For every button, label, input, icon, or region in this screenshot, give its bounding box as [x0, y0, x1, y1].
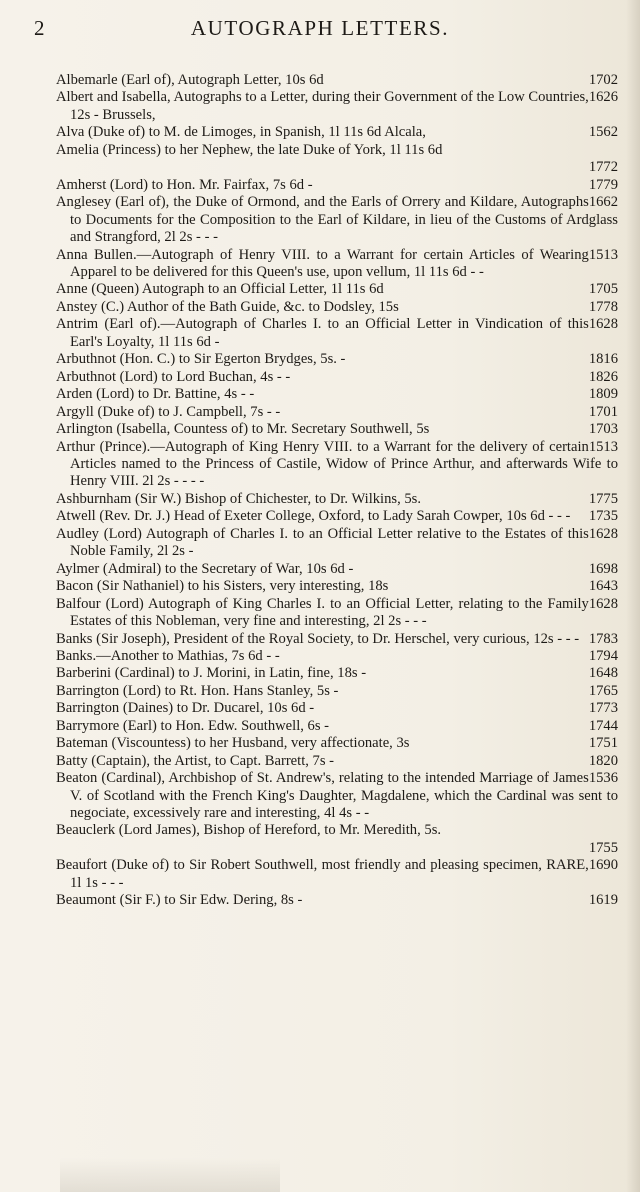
entry-year: 1783 [588, 630, 618, 647]
entry-year: 1648 [588, 665, 618, 682]
catalogue-entry [56, 386, 618, 403]
entry-year: 1826 [588, 368, 618, 385]
entry-text: Anglesey (Earl of), the Duke of Ormond, and the Earls of Orrery and Kildare, Autographs to Documents for the Composition to the Earl of Kildare, in lieu of the Customs of Ardglass and Strangford, 2l 2s - - - [56, 194, 618, 246]
entry-text: Balfour (Lord) Autograph of King Charles I. to an Official Letter, relating to the Family Estates of this Nobleman, very fine and interesting, 2l 2s - - - [56, 595, 589, 630]
entry-text: Barrington (Daines) to Dr. Ducarel, 10s 6d - [56, 700, 315, 717]
entry-year: 1619 [588, 892, 618, 909]
entry-text: Barberini (Cardinal) to J. Morini, in Latin, fine, 18s - [56, 665, 367, 682]
catalogue-entry [56, 89, 618, 124]
entry-text: Arbuthnot (Lord) to Lord Buchan, 4s - - [56, 368, 291, 385]
catalogue-entry [56, 857, 618, 892]
entry-text: Barrymore (Earl) to Hon. Edw. Southwell, 6s - [56, 717, 330, 734]
catalogue-entry [56, 526, 618, 561]
entry-text: Aylmer (Admiral) to the Secretary of War, 10s 6d - [56, 560, 354, 577]
page-stain [60, 1158, 280, 1192]
entry-text: Bacon (Sir Nathaniel) to his Sisters, very interesting, 18s [56, 578, 389, 595]
catalogue-entries [56, 72, 618, 910]
entry-year: 1751 [588, 735, 618, 752]
entry-year: 1690 [588, 857, 618, 874]
catalogue-entry [56, 124, 618, 141]
catalogue-entry [56, 421, 618, 438]
entry-text: Alva (Duke of) to M. de Limoges, in Spanish, 1l 11s 6d Alcala, [56, 124, 426, 141]
entry-year: 1773 [588, 700, 618, 717]
entry-year: 1701 [588, 403, 618, 420]
entry-text: Batty (Captain), the Artist, to Capt. Barrett, 7s - [56, 752, 335, 769]
entry-text: Ashburnham (Sir W.) Bishop of Chichester, to Dr. Wilkins, 5s. [56, 490, 422, 507]
catalogue-entry [56, 351, 618, 368]
entry-year: 1755 [588, 839, 618, 856]
entry-text: Beaufort (Duke of) to Sir Robert Southwell, most friendly and pleasing specimen, RARE, 1l 1s - - - [56, 857, 589, 891]
entry-year: 1779 [588, 176, 618, 193]
catalogue-entry [56, 247, 618, 282]
entry-text: Albemarle (Earl of), Autograph Letter, 10s 6d [56, 72, 324, 88]
catalogue-entry [56, 700, 618, 717]
catalogue-entry [56, 753, 618, 770]
catalogue-entry [56, 822, 618, 857]
entry-text: Anne (Queen) Autograph to an Official Letter, 1l 11s 6d [56, 281, 384, 298]
catalogue-entry [56, 299, 618, 316]
catalogue-entry [56, 648, 618, 665]
entry-year: 1703 [588, 421, 618, 438]
catalogue-entry [56, 72, 618, 89]
entry-year: 1626 [588, 89, 618, 106]
entry-text: Arthur (Prince).—Autograph of King Henry VIII. to a Warrant for the delivery of certain Articles named to the Princess of Castile, Widow of Prince Arthur, and afterwards Wife to Henry VIII. 2l 2s - - - - [56, 438, 618, 490]
entry-text: Antrim (Earl of).—Autograph of Charles I. to an Official Letter in Vindication of this Earl's Loyalty, 1l 11s 6d - [56, 316, 589, 350]
catalogue-entry [56, 665, 618, 682]
catalogue-entry [56, 683, 618, 700]
catalogue-entry [56, 735, 618, 752]
entry-year: 1643 [588, 578, 618, 595]
catalogue-entry [56, 316, 618, 351]
catalogue-entry [56, 718, 618, 735]
entry-text: Barrington (Lord) to Rt. Hon. Hans Stanley, 5s - [56, 682, 339, 699]
entry-text: Arden (Lord) to Dr. Battine, 4s - - [56, 386, 255, 403]
entry-year: 1513 [588, 438, 618, 455]
entry-text: Bateman (Viscountess) to her Husband, very affectionate, 3s [56, 735, 410, 752]
entry-year: 1628 [588, 525, 618, 542]
entry-year: 1744 [588, 717, 618, 734]
entry-year: 1794 [588, 647, 618, 664]
page-number: 2 [34, 16, 45, 40]
page-edge-shadow [626, 0, 640, 1192]
entry-text: Banks (Sir Joseph), President of the Royal Society, to Dr. Herschel, very curious, 12s - - - [56, 630, 580, 647]
catalogue-entry [56, 194, 618, 246]
entry-year: 1816 [588, 351, 618, 368]
catalogue-entry [56, 177, 618, 194]
catalogue-entry [56, 561, 618, 578]
entry-text: Arbuthnot (Hon. C.) to Sir Egerton Brydges, 5s. - [56, 351, 346, 368]
entry-text: Banks.—Another to Mathias, 7s 6d - - [56, 647, 280, 664]
entry-text: Beaumont (Sir F.) to Sir Edw. Dering, 8s - [56, 892, 303, 909]
catalogue-entry [56, 596, 618, 631]
entry-year: 1662 [588, 194, 618, 211]
entry-year: 1775 [588, 490, 618, 507]
entry-text: Amelia (Princess) to her Nephew, the late Duke of York, 1l 11s 6d [56, 141, 443, 158]
entry-text: Amherst (Lord) to Hon. Mr. Fairfax, 7s 6d - [56, 176, 313, 193]
entry-year: 1628 [588, 316, 618, 333]
entry-year: 1705 [588, 281, 618, 298]
entry-text: Audley (Lord) Autograph of Charles I. to an Official Letter relative to the Estates of this Noble Family, 2l 2s - [56, 525, 589, 560]
entry-year: 1562 [588, 124, 618, 141]
entry-text: Beauclerk (Lord James), Bishop of Hereford, to Mr. Meredith, 5s. [56, 822, 442, 839]
catalogue-entry [56, 281, 618, 298]
entry-text: Anstey (C.) Author of the Bath Guide, &c. to Dodsley, 15s [56, 298, 399, 315]
entry-year: 1809 [588, 386, 618, 403]
catalogue-entry [56, 578, 618, 595]
page-header [0, 16, 640, 48]
entry-year: 1735 [588, 508, 618, 525]
entry-text: Atwell (Rev. Dr. J.) Head of Exeter College, Oxford, to Lady Sarah Cowper, 10s 6d - - - [56, 508, 571, 525]
entry-year: 1778 [588, 298, 618, 315]
catalogue-entry [56, 892, 618, 909]
entry-text: Argyll (Duke of) to J. Campbell, 7s - - [56, 403, 281, 420]
catalogue-entry [56, 142, 618, 177]
entry-text: Albert and Isabella, Autographs to a Letter, during their Government of the Low Countries, 12s - Brussels, [56, 89, 589, 123]
catalogue-entry [56, 631, 618, 648]
entry-text: Arlington (Isabella, Countess of) to Mr. Secretary Southwell, 5s [56, 421, 430, 438]
entry-year: 1513 [588, 246, 618, 263]
entry-year: 1702 [588, 72, 618, 88]
catalogue-entry [56, 439, 618, 491]
catalogue-entry [56, 508, 618, 525]
entry-year: 1628 [588, 595, 618, 612]
catalogue-entry [56, 491, 618, 508]
catalogue-entry [56, 369, 618, 386]
entry-year: 1820 [588, 752, 618, 769]
running-head: AUTOGRAPH LETTERS. [190, 16, 450, 40]
entry-text: Anna Bullen.—Autograph of Henry VIII. to a Warrant for certain Articles of Wearing Apparel to be delivered for this Queen's use, upon vellum, 1l 11s 6d - - [56, 246, 589, 280]
entry-year: 1772 [588, 159, 618, 176]
entry-year: 1536 [588, 770, 618, 787]
catalogue-entry [56, 404, 618, 421]
entry-text: Beaton (Cardinal), Archbishop of St. Andrew's, relating to the intended Marriage of James V. of Scotland with the French King's Daughter, Magdalene, which the Cardinal was sent to negociate, excessively rare and interesting, 4l 4s - - [56, 770, 618, 822]
catalogue-entry [56, 770, 618, 822]
entry-year: 1698 [588, 560, 618, 577]
entry-year: 1765 [588, 682, 618, 699]
